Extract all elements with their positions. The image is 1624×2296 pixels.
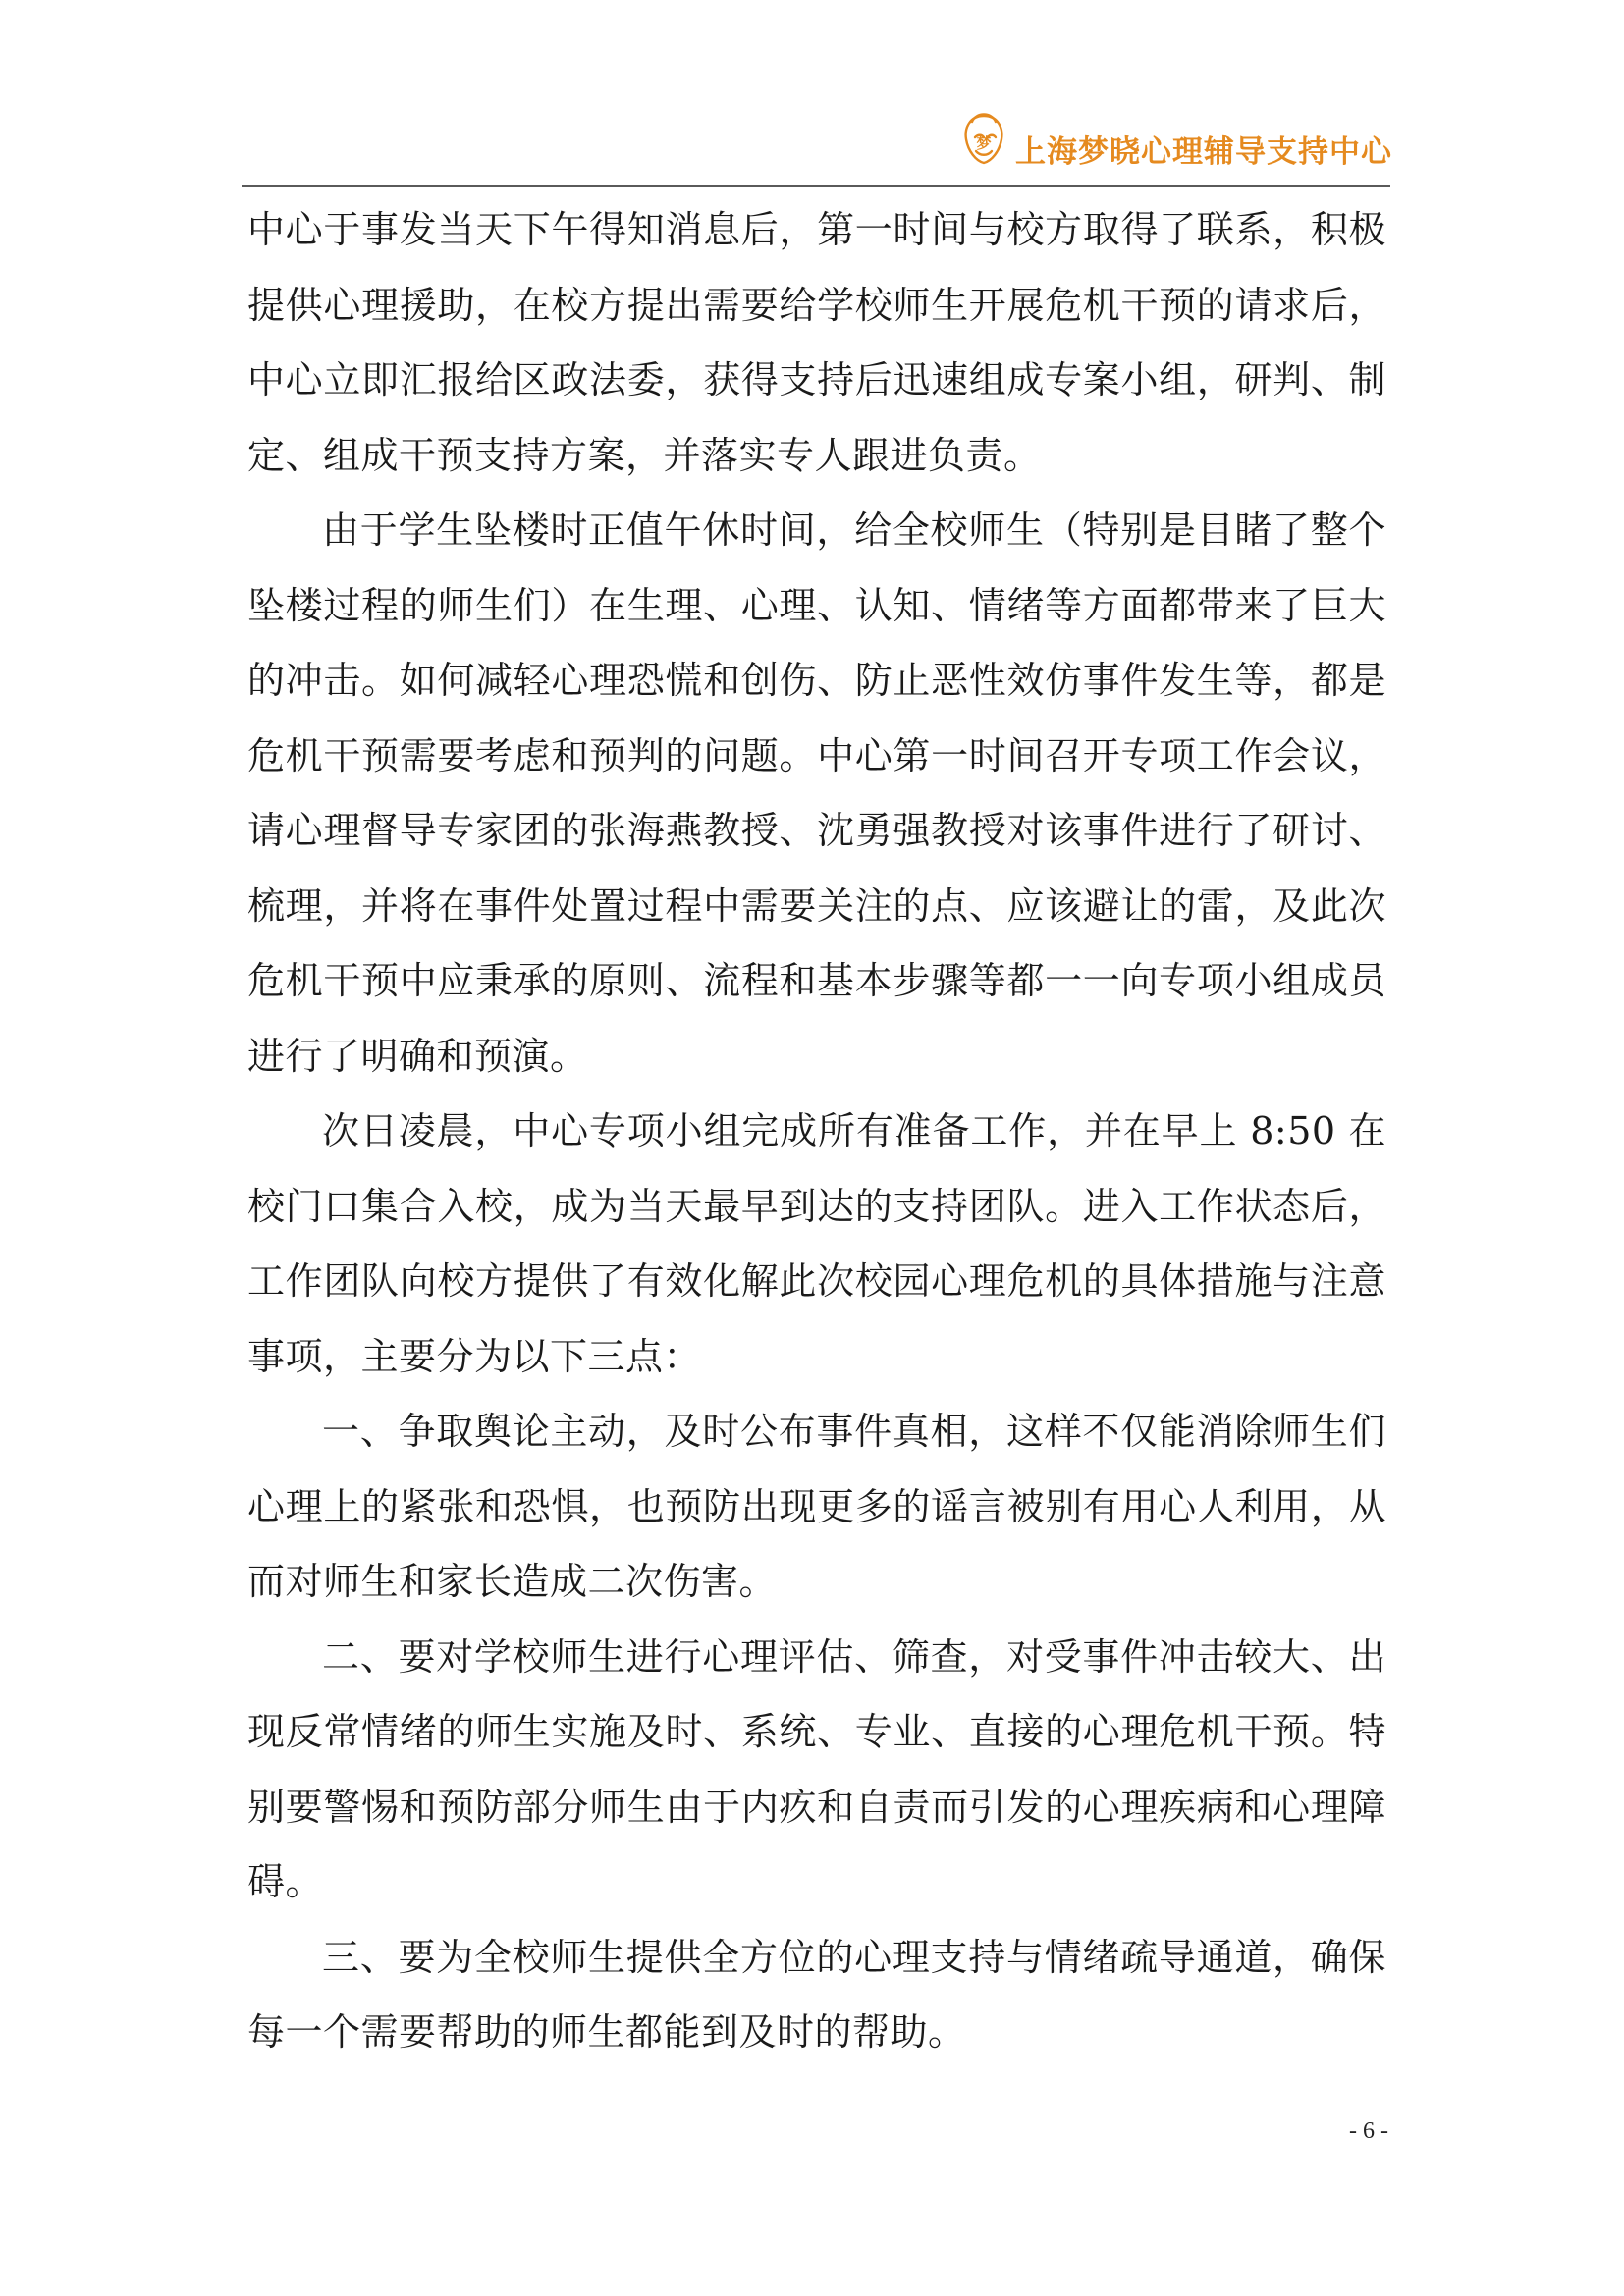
paragraph-1: 中心于事发当天下午得知消息后，第一时间与校方取得了联系，积极提供心理援助，在校方提出需要给学校师生开展危机干预的请求后，中心立即汇报给区政法委，获得支持后迅速组成专案小组，研判、制定、组成干预支持方案，并落实专人跟进负责。 xyxy=(247,208,1386,477)
header-divider xyxy=(242,185,1390,187)
page-header xyxy=(958,108,1392,171)
paragraph-2: 由于学生坠楼时正值午休时间，给全校师生（特别是目睹了整个坠楼过程的师生们）在生理、心理、认知、情绪等方面都带来了巨大的冲击。如何减轻心理恐慌和创伤、防止恶性效仿事件发生等，都是危机干预需要考虑和预判的问题。中心第一时间召开专项工作会议，请心理督导专家团的张海燕教授、沈勇强教授对该事件进行了研讨、梳理，并将在事件处置过程中需要关注的点、应该避让的雷，及此次危机干预中应秉承的原则、流程和基本步骤等都一一向专项小组成员进行了明确和预演。 xyxy=(247,508,1386,1078)
document-body xyxy=(247,192,1386,2070)
page-number: - 6 - xyxy=(1349,2118,1388,2144)
paragraph-5: 二、要对学校师生进行心理评估、筛查，对受事件冲击较大、出现反常情绪的师生实施及时、系统、专业、直接的心理危机干预。特别要警惕和预防部分师生由于内疚和自责而引发的心理疾病和心理障碍。 xyxy=(247,1634,1386,1903)
logo-char: 梦 xyxy=(976,134,992,152)
paragraph-4: 一、争取舆论主动，及时公布事件真相，这样不仅能消除师生们心理上的紧张和恐惧，也预防出现更多的谣言被别有用心人利用，从而对师生和家长造成二次伤害。 xyxy=(247,1410,1386,1603)
paragraph-6: 三、要为全校师生提供全方位的心理支持与情绪疏导通道，确保每一个需要帮助的师生都能到及时的帮助。 xyxy=(247,1935,1386,2054)
paragraph-3: 次日凌晨，中心专项小组完成所有准备工作，并在早上 8:50 在校门口集合入校，成为当天最早到达的支持团队。进入工作状态后，工作团队向校方提供了有效化解此次校园心理危机的具体措施与注意事项，主要分为以下三点： xyxy=(247,1109,1386,1378)
dream-logo-icon xyxy=(958,108,1009,171)
org-name: 上海梦晓心理辅导支持中心 xyxy=(1015,133,1392,170)
